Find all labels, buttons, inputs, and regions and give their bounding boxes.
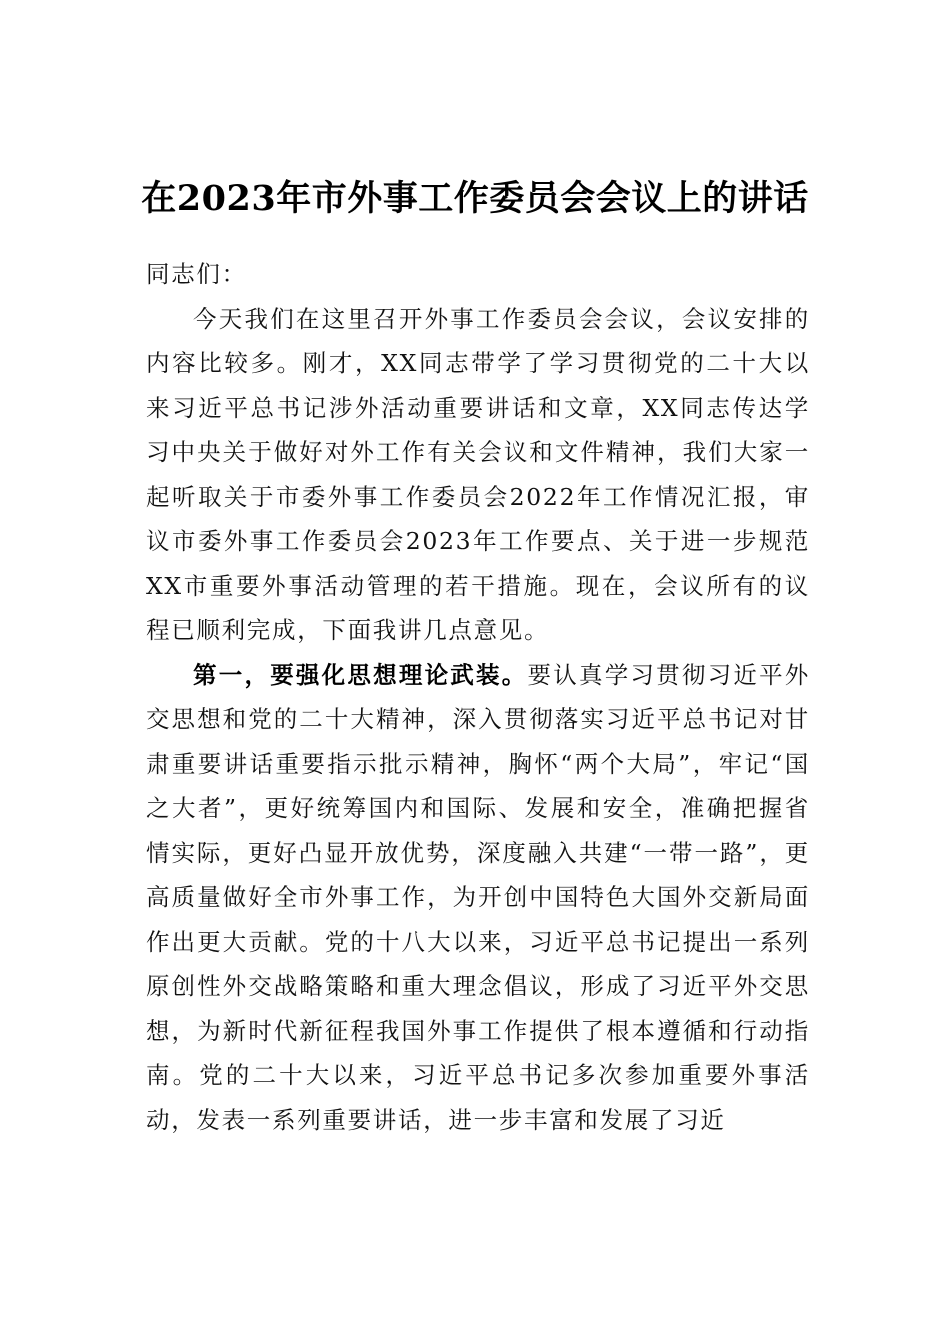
- salutation: 同志们：: [146, 260, 247, 288]
- paragraph-section-one: [146, 653, 810, 1143]
- paragraph-opening: 今天我们在这里召开外事工作委员会会议，会议安排的内容比较多。刚才，XX同志带学了学习贯彻党的二十大以来习近平总书记涉外活动重要讲话和文章，XX同志传达学习中央关于做好对外工作有关会议和文件精神，我们大家一起听取关于市委外事工作委员会2022年工作情况汇报，审议市委外事工作委员会2023年工作要点、关于进一步规范XX市重要外事活动管理的若干措施。现在，会议所有的议程已顺利完成，下面我讲几点意见。: [146, 304, 810, 644]
- section-one-heading: 第一，要强化思想理论武装。: [193, 660, 528, 689]
- section-one-text: 要认真学习贯彻习近平外交思想和党的二十大精神，深入贯彻落实习近平总书记对甘肃重要讲话重要指示批示精神，胸怀“两个大局”，牢记“国之大者”，更好统筹国内和国际、发展和安全，准确把握省情实际，更好凸显开放优势，深度融入共建“一带一路”，更高质量做好全市外事工作，为开创中国特色大国外交新局面作出更大贡献。党的十八大以来，习近平总书记提出一系列原创性外交战略策略和重大理念倡议，形成了习近平外交思想，为新时代新征程我国外事工作提供了根本遵循和行动指南。党的二十大以来，习近平总书记多次参加重要外事活动，发表一系列重要讲话，进一步丰富和发展了习近: [146, 660, 810, 1134]
- document-title: 在2023年市外事工作委员会会议上的讲话: [141, 178, 809, 219]
- document-body: [146, 252, 810, 1142]
